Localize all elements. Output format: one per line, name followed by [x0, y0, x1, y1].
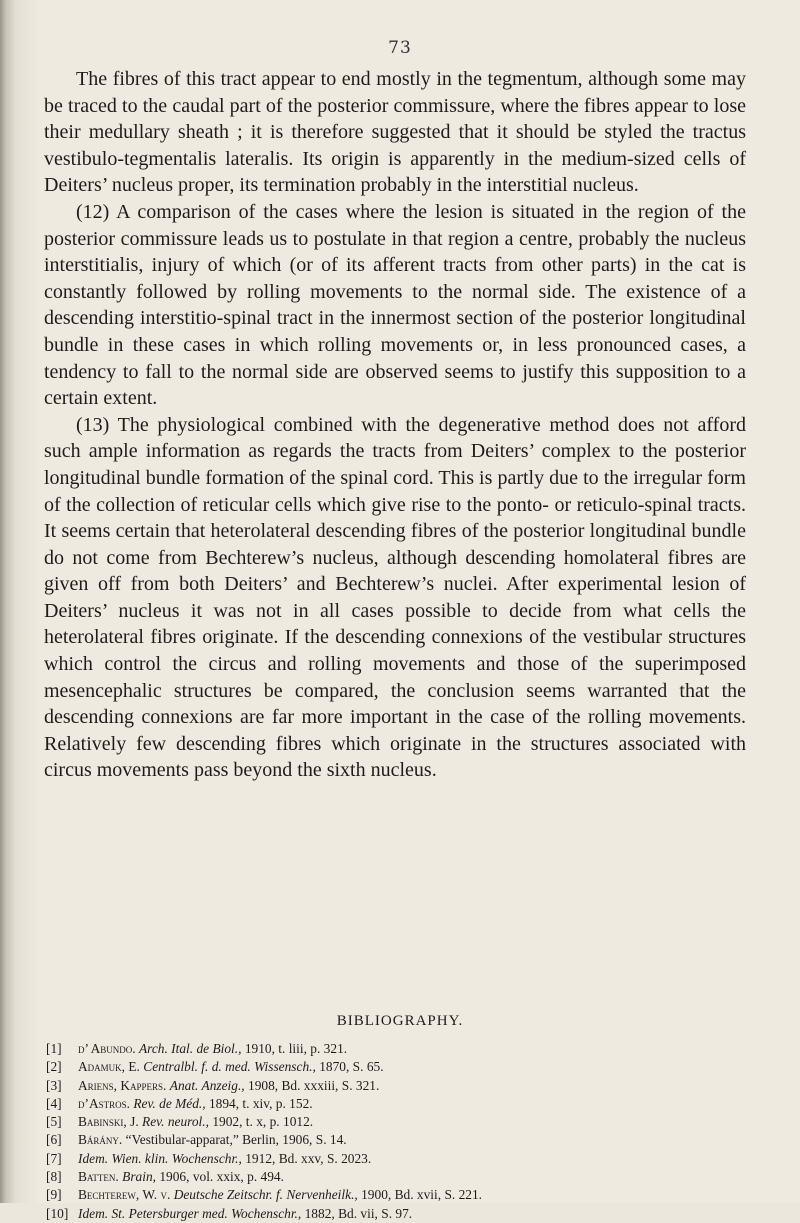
- reference-item: [46, 1150, 766, 1168]
- reference-details: 1894, t. xiv, p. 152.: [205, 1095, 313, 1111]
- bibliography-heading: BIBLIOGRAPHY.: [336, 1013, 464, 1029]
- reference-details: 1900, Bd. xvii, S. 221.: [357, 1187, 483, 1203]
- reference-journal: Rev. de Méd.,: [133, 1095, 206, 1111]
- reference-number: [3]: [46, 1077, 62, 1093]
- reference-number: [10]: [46, 1205, 69, 1221]
- bibliography-list: [46, 1040, 766, 1223]
- reference-item: [46, 1058, 766, 1076]
- reference-author: Ariens, Kappers.: [78, 1077, 167, 1093]
- reference-details: 1870, S. 65.: [315, 1059, 384, 1075]
- reference-author: Batten.: [78, 1169, 119, 1185]
- reference-details: 1910, t. liii, p. 321.: [241, 1041, 348, 1056]
- reference-number: [2]: [46, 1059, 62, 1075]
- reference-journal: Idem. St. Petersburger med. Wochenschr.,: [78, 1205, 302, 1221]
- reference-author: d’Astros.: [78, 1095, 130, 1111]
- reference-author: Adamuk, E.: [78, 1059, 140, 1075]
- body-text: [44, 66, 746, 784]
- reference-author: Bechterew, W. v.: [78, 1187, 171, 1203]
- reference-item: [46, 1077, 766, 1095]
- reference-journal: Anat. Anzeig.,: [169, 1077, 245, 1093]
- reference-details: 1908, Bd. xxxiii, S. 321.: [244, 1077, 380, 1093]
- reference-number: [7]: [46, 1150, 62, 1166]
- reference-journal: Idem. Wien. klin. Wochenschr.,: [78, 1150, 242, 1166]
- reference-details: “Vestibular-apparat,” Berlin, 1906, S. 14.: [125, 1132, 347, 1148]
- reference-author: Babinski, J.: [78, 1114, 139, 1130]
- reference-details: 1902, t. x, p. 1012.: [208, 1114, 314, 1130]
- paragraph: The fibres of this tract appear to end mostly in the tegmentum, although some may be traced to the caudal part of the posterior commissure, where the fibres appear to lose their medullary sheath ; it is therefore suggested that it should be styled the tractus vestibulo-tegmentalis lateralis. Its origin is apparently in the medium-sized cells of Deiters’ nucleus proper, its termination probably in the interstitial nucleus.: [44, 68, 746, 197]
- reference-item: [46, 1131, 766, 1149]
- reference-author: d’ Abundo.: [78, 1041, 136, 1056]
- reference-item: [46, 1040, 766, 1058]
- reference-item: [46, 1205, 766, 1223]
- reference-details: 1912, Bd. xxv, S. 2023.: [241, 1150, 372, 1166]
- reference-details: 1882, Bd. vii, S. 97.: [301, 1205, 413, 1221]
- paragraph: (13) The physiological combined with the degenerative method does not afford such ample information as regards the tracts from Deiters’ complex to the posterior longitudinal bundle formation of the spinal cord. This is partly due to the irregular form of the collection of reticular cells which give rise to the ponto- or reticulo-spinal tracts. It seems certain that heterolateral descending fibres of the posterior longitudinal bundle do not come from Bechterew’s nucleus, although descending homolateral fibres are given off from both Deiters’ and Bechterew’s nuclei. After experimental lesion of Deiters’ nucleus it was not in all cases possible to decide from what cells the heterolateral fibres originate. If the descending connexions of the vestibular structures which control the circus and rolling movements and those of the superimposed mesencephalic structures be compared, the conclusion seems warranted that the descending connexions are far more important in the case of the rolling movements. Relatively few descending fibres which originate in the structures associated with circus movements pass beyond the sixth nucleus.: [44, 413, 746, 782]
- reference-journal: Centralbl. f. d. med. Wissensch.,: [143, 1059, 316, 1075]
- reference-author: Bárány.: [78, 1132, 123, 1148]
- reference-journal: Rev. neurol.,: [142, 1114, 209, 1130]
- reference-journal: Arch. Ital. de Biol.,: [138, 1041, 242, 1056]
- reference-number: [9]: [46, 1187, 62, 1203]
- reference-journal: Brain,: [122, 1169, 156, 1185]
- reference-number: [6]: [46, 1132, 62, 1148]
- reference-number: [8]: [46, 1169, 62, 1185]
- reference-number: [1]: [46, 1041, 62, 1056]
- reference-item: [46, 1113, 766, 1131]
- reference-number: [4]: [46, 1095, 62, 1111]
- reference-journal: Deutsche Zeitschr. f. Nervenheilk.,: [173, 1187, 358, 1203]
- paragraph: (12) A comparison of the cases where the lesion is situated in the region of the posterior commissure leads us to postulate in that region a centre, probably the nucleus interstitialis, injury of which (or of its afferent tracts from other parts) in the cat is constantly followed by rolling movements to the normal side. The existence of a descending interstitio-spinal tract in the innermost section of the posterior longitudinal bundle in these cases in which rolling movements or, in less pronounced cases, a tendency to fall to the normal side are observed seems to justify this supposition to a certain extent.: [44, 200, 746, 410]
- reference-details: 1906, vol. xxix, p. 494.: [156, 1169, 284, 1185]
- reference-number: [5]: [46, 1114, 62, 1130]
- reference-item: [46, 1095, 766, 1113]
- reference-item: [46, 1168, 766, 1186]
- page-number: 73: [388, 38, 412, 58]
- reference-item: [46, 1186, 766, 1204]
